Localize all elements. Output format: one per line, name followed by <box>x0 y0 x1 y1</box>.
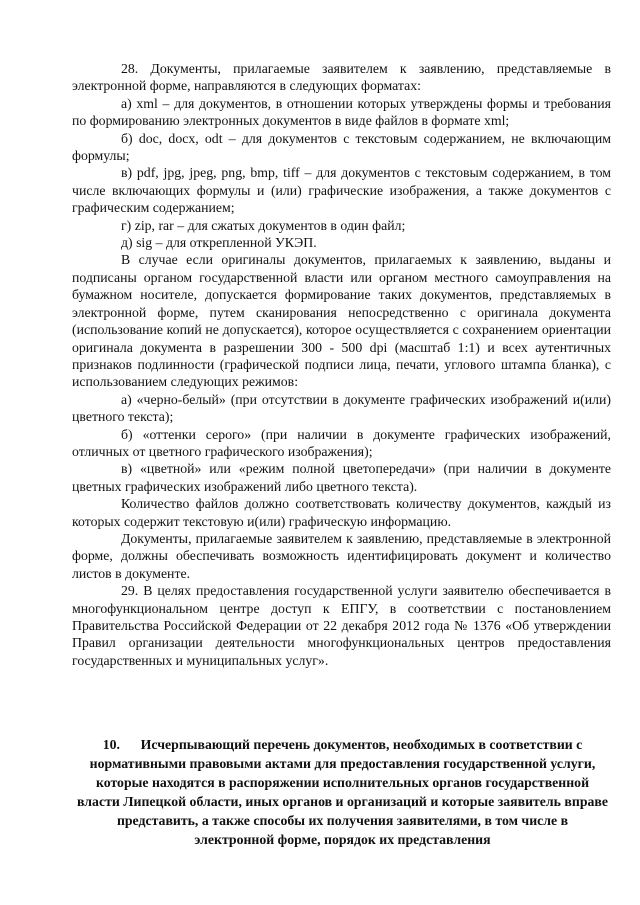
paragraph-29: 29. В целях предоставления государственной услуги заявителю обеспечивается в многофункциональном центре доступ к ЕПГУ, в соответствии с постановлением Правительства Российской Федерации от 22 декабря 2012 года № 1376 «Об утверждении Правил организации деятельности многофункциональных центров предоставления государственных и муниципальных услуг». <box>72 583 611 668</box>
list-item-g-zip: г) zip, rar – для сжатых документов в один файл; <box>121 217 406 233</box>
list-item-v-pdf: в) pdf, jpg, jpeg, png, bmp, tiff – для документов с текстовым содержанием, в том числе включающих формулы и (или) графические изображения, а также документов с графическим содержанием; <box>72 165 611 216</box>
list-item-b-gray: б) «оттенки серого» (при наличии в документе графических изображений, отличных от цветного графического изображения); <box>72 426 611 459</box>
section-number: 10. <box>102 737 120 752</box>
paragraph-scanning: В случае если оригиналы документов, прилагаемых к заявлению, выданы и подписаны органом государственной власти или органом местного самоуправления на бумажном носителе, допускается формирование таких документов, представляемых в электронной форме, путем сканирования непосредственно с оригинала документа (использование копий не допускается), которое осуществляется с сохранением ориентации оригинала документа в разрешении 300 - 500 dpi (масштаб 1:1) и всех аутентичных признаков подлинности (графической подписи лица, печати, углового штампа бланка), с использованием следующих режимов: <box>72 252 611 390</box>
list-item-v-color: в) «цветной» или «режим полной цветопередачи» (при наличии в документе цветных графических изображений либо цветного текста). <box>72 461 611 494</box>
list-item-a-xml: а) xml – для документов, в отношении которых утверждены формы и требования по формированию электронных документов в виде файлов в формате xml; <box>72 95 611 129</box>
list-item-a-bw: а) «черно-белый» (при отсутствии в документе графических изображений и(или) цветного текста); <box>72 391 611 425</box>
section-title: Исчерпывающий перечень документов, необходимых в соответствии с нормативными правовыми актами для предоставления государственной услуги, которые находятся в распоряжении исполнительных органов государственной власти Липецкой области, иных органов и организаций и которые заявитель вправе представить, а также способы их получения заявителями, в том числе в электронной форме, порядок их представления <box>77 737 608 847</box>
paragraph-28-intro: 28. Документы, прилагаемые заявителем к заявлению, представляемые в электронной форме, направляются в следующих форматах: <box>72 61 611 94</box>
list-item-b-doc: б) doc, docx, odt – для документов с текстовым содержанием, не включающим формулы; <box>72 130 611 164</box>
paragraph-file-count: Количество файлов должно соответствовать количеству документов, каждый из которых содержит текстовую и(или) графическую информацию. <box>72 496 611 529</box>
list-item-d-sig: д) sig – для открепленной УКЭП. <box>121 235 317 251</box>
paragraph-identification: Документы, прилагаемые заявителем к заявлению, представляемые в электронной форме, должны обеспечивать возможность идентифицировать документ и количество листов в документе. <box>72 530 611 581</box>
section-heading-10 <box>76 735 609 849</box>
document-body <box>72 60 611 669</box>
